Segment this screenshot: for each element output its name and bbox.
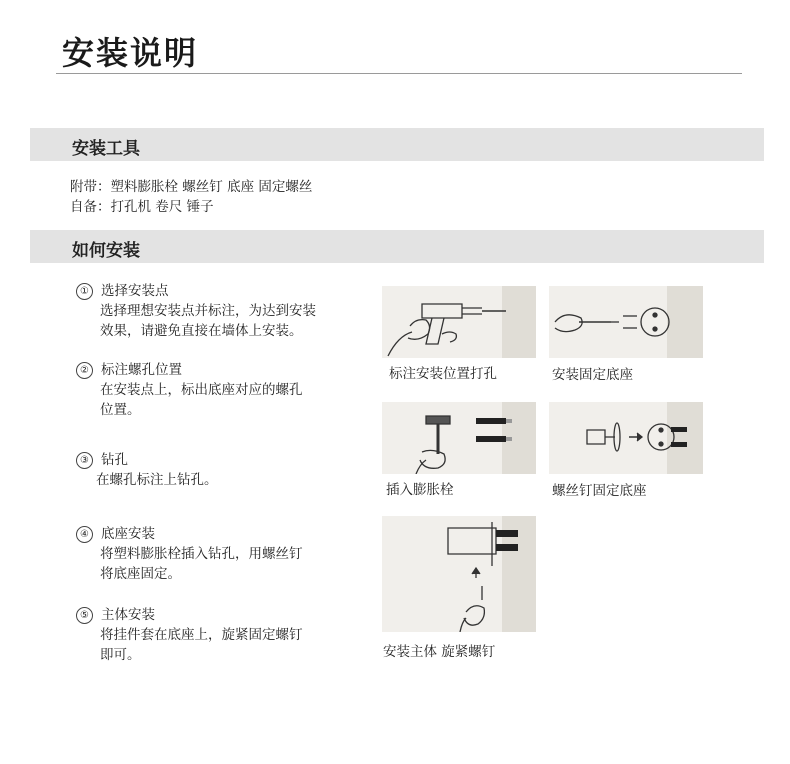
section-header-tools — [30, 128, 764, 161]
screw-base-icon — [549, 402, 703, 474]
step-5 — [76, 605, 303, 665]
step-number: ④ — [76, 526, 93, 543]
section-heading-tools: 安装工具 — [72, 139, 140, 159]
caption-hammer: 插入膨胀栓 — [386, 482, 454, 498]
step-title: 钻孔 — [101, 452, 128, 468]
title-divider — [56, 73, 742, 74]
step-number: ③ — [76, 452, 93, 469]
step-3 — [76, 450, 218, 490]
caption-screw-base: 螺丝钉固定底座 — [552, 483, 647, 499]
step-4 — [76, 524, 303, 584]
hammer-anchor-icon — [382, 402, 536, 474]
step-body: 在安装点上，标出底座对应的螺孔 位置。 — [100, 382, 303, 418]
step-number: ⑤ — [76, 607, 93, 624]
step-number: ① — [76, 283, 93, 300]
step-title: 底座安装 — [101, 526, 155, 542]
step-title: 主体安装 — [101, 607, 155, 623]
step-2 — [76, 360, 303, 420]
caption-hanger: 安装主体 旋紧螺钉 — [383, 644, 496, 660]
caption-screwdriver: 安装固定底座 — [552, 367, 633, 383]
step-body: 选择理想安装点并标注，为达到安装 效果，请避免直接在墙体上安装。 — [100, 303, 316, 339]
page-title: 安装说明 — [62, 34, 199, 72]
step-body: 将挂件套在底座上，旋紧固定螺钉 即可。 — [100, 627, 303, 663]
step-body: 将塑料膨胀栓插入钻孔，用螺丝钉 将底座固定。 — [100, 546, 303, 582]
section-header-install — [30, 230, 764, 263]
step-1 — [76, 281, 316, 341]
hanger-screw-icon — [382, 516, 536, 632]
step-body: 在螺孔标注上钻孔。 — [96, 472, 218, 488]
screwdriver-base-icon — [549, 286, 703, 358]
caption-drill: 标注安装位置打孔 — [389, 366, 497, 382]
step-title: 标注螺孔位置 — [101, 362, 182, 378]
drill-icon — [382, 286, 536, 358]
section-heading-install: 如何安装 — [72, 241, 140, 261]
tools-required-text: 自备：打孔机 卷尺 锤子 — [70, 199, 214, 215]
step-title: 选择安装点 — [101, 283, 169, 299]
step-number: ② — [76, 362, 93, 379]
tools-included-text: 附带：塑料膨胀栓 螺丝钉 底座 固定螺丝 — [70, 179, 313, 195]
